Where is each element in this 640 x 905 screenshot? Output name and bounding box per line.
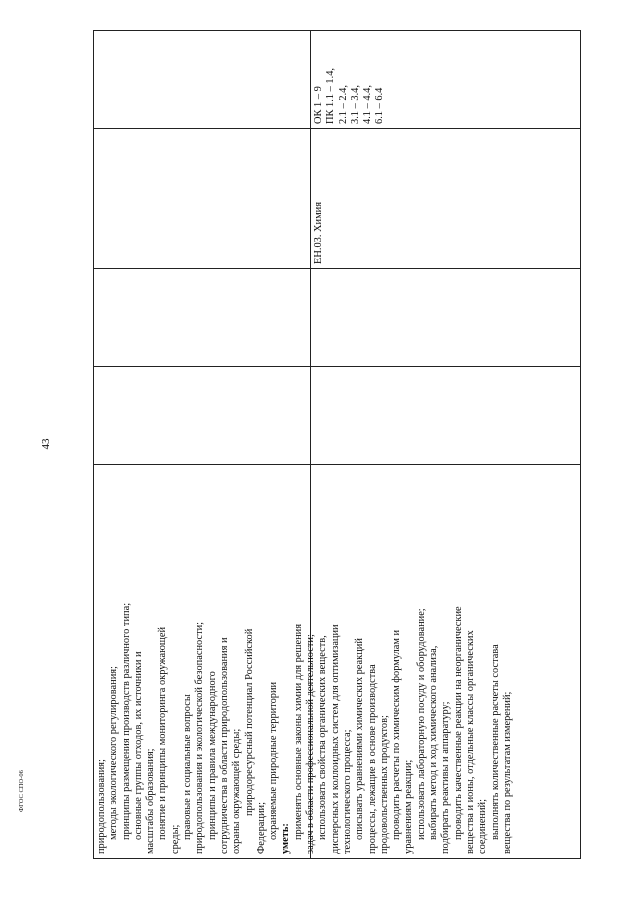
grid-line <box>580 30 581 859</box>
content-line: масштабы образования; <box>145 748 157 854</box>
content-line: использовать лабораторную посуду и оборудование; <box>415 608 427 840</box>
content-line: природопользования; <box>96 759 107 854</box>
discipline-name: ЕН.03. Химия <box>313 201 324 264</box>
competency-line: 4.1 – 4.4, <box>362 85 374 124</box>
competency-line: 2.1 – 2.4, <box>337 85 349 124</box>
content-line: вещества и ионы, отдельные классы органических <box>464 630 476 854</box>
content-line: технологического процесса; <box>341 729 353 854</box>
content-line: Федерации; <box>255 802 267 854</box>
content-line: задач в области профессиональной деятельности; <box>305 634 317 854</box>
content-line: природоресурсный потенциал Российской <box>243 628 255 816</box>
content-line: охраны окружающей среды; <box>231 728 243 854</box>
content-line: выбирать метод и ход химического анализа, <box>428 645 440 840</box>
content-line: охраняемые природные территории <box>268 681 280 840</box>
discipline-cell <box>313 134 325 264</box>
content-line: процессы, лежащие в основе производства <box>366 664 378 854</box>
content-line: правовые и социальные вопросы <box>182 694 194 840</box>
competency-line: 3.1 – 3.4, <box>349 85 361 124</box>
content-line: выполнять количественные расчеты состава <box>489 644 501 840</box>
page-number: 43 <box>40 438 52 450</box>
competency-line: 6.1 – 6.4 <box>374 87 386 124</box>
content-line: принципы и правила международного <box>206 671 218 840</box>
grid-line <box>93 30 94 859</box>
content-line: описывать уравнениями химических реакций <box>354 638 366 840</box>
content-line: применять основные законы химии для решения <box>292 624 304 840</box>
grid-line <box>93 858 580 859</box>
content-line: проводить расчеты по химическим формулам и <box>391 629 403 840</box>
content-cell <box>96 469 514 854</box>
content-line: соединений; <box>477 799 489 854</box>
grid-line <box>93 128 580 129</box>
content-line: природопользования и экологической безопасности; <box>194 621 206 854</box>
grid-line <box>93 30 580 31</box>
content-line: продовольственных продуктов; <box>378 715 390 854</box>
competencies-cell <box>313 32 387 124</box>
content-line: методы экологического регулирования; <box>108 666 120 840</box>
competency-line: ОК 1 – 9 <box>313 86 324 124</box>
content-line: уравнениям реакции; <box>403 759 415 854</box>
content-line: сотрудничества в области природопользования и <box>218 637 230 854</box>
content-line: вещества по результатам измерений; <box>501 691 513 854</box>
content-line: основные группы отходов, их источники и <box>132 651 144 840</box>
grid-line <box>93 268 580 269</box>
content-line: уметь: <box>280 823 292 854</box>
content-line: проводить качественные реакции на неорганические <box>452 606 464 840</box>
grid-line <box>93 366 580 367</box>
content-line: понятие и принципы мониторинга окружающей <box>157 626 169 840</box>
competency-line: ПК 1.1 – 1.4, <box>325 68 337 124</box>
content-line: среды; <box>169 824 181 854</box>
content-line: использовать свойства органических веществ, <box>317 635 329 840</box>
content-line: дисперсных и коллоидных систем для оптимизации <box>329 624 341 854</box>
content-line: подбирать реактивы и аппаратуру; <box>440 701 452 854</box>
footer-code: ФГОС СПО-06 <box>18 770 25 812</box>
content-line: принципы размещения производств различного типа; <box>120 602 132 840</box>
grid-line <box>93 464 580 465</box>
